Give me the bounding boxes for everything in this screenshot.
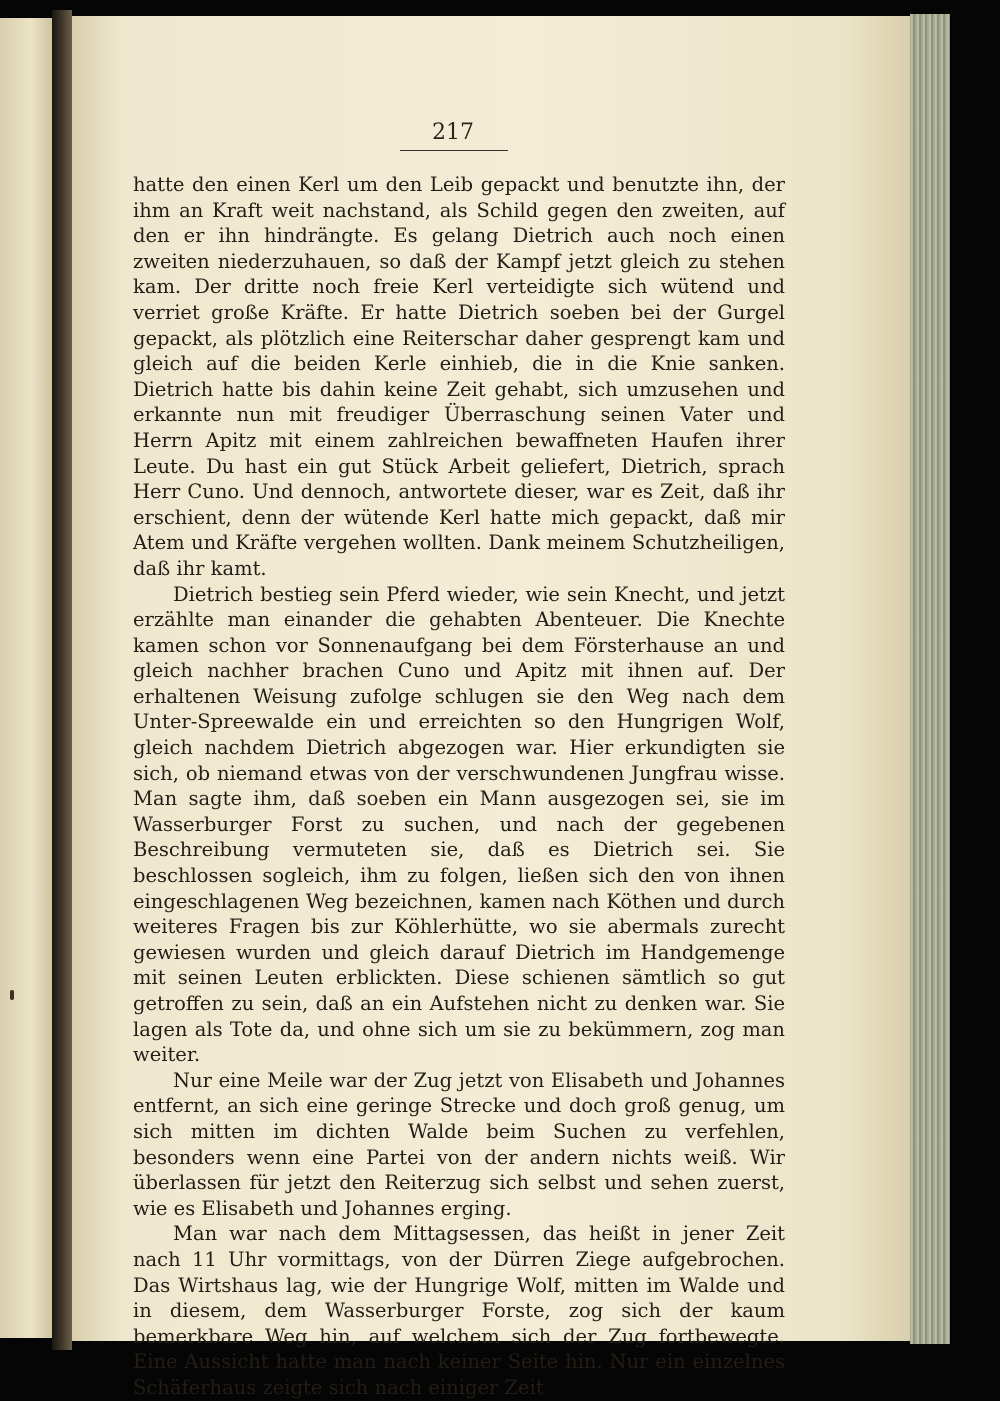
paragraph: Nur eine Meile war der Zug jetzt von Elisabeth und Johannes entfernt, an sich eine geringe Strecke und doch groß genug, um sich mitten im dichten Walde beim Suchen zu verfehlen, besonders wenn eine Partei von der andern nichts weiß. Wir überlassen für jetzt den Reiterzug sich selbst und sehen zuerst, wie es Elisabeth und Johannes erging. xyxy=(133,1068,785,1220)
header-rule xyxy=(400,150,508,151)
facing-page-edge xyxy=(0,18,52,1338)
paragraph: hatte den einen Kerl um den Leib gepackt und benutzte ihn, der ihm an Kraft weit nachstand, als Schild gegen den zweiten, auf den er ihn hindrängte. Es gelang Dietrich auch noch einen zweiten niederzuhauen, so daß der Kampf jetzt gleich zu stehen kam. Der dritte noch freie Kerl verteidigte sich wütend und verriet große Kräfte. Er hatte Dietrich soeben bei der Gurgel gepackt, als plötzlich eine Reiterschar daher gesprengt kam und gleich auf die beiden Kerle einhieb, die in die Knie sanken. Dietrich hatte bis dahin keine Zeit gehabt, sich umzusehen und erkannte nun mit freudiger Überraschung seinen Vater und Herrn Apitz mit einem zahlreichen bewaffneten Haufen ihrer Leute. Du hast ein gut Stück Arbeit geliefert, Dietrich, sprach Herr Cuno. Und dennoch, antwortete dieser, war es Zeit, daß ihr erschient, denn der wütende Kerl hatte mich gepackt, daß mir Atem und Kräfte vergehen wollten. Dank meinem Schutzheiligen, daß ihr kamt. xyxy=(133,173,785,580)
paragraph: Man war nach dem Mittagsessen, das heißt in jener Zeit nach 11 Uhr vormittags, von der Dürren Ziege aufgebrochen. Das Wirtshaus lag, wie der Hungrige Wolf, mitten im Walde und in diesem, dem Wasserburger Forste, zog sich der kaum bemerkbare Weg hin, auf welchem sich der Zug fortbewegte. Eine Aussicht hatte man nach keiner Seite hin. Nur ein einzelnes Schäferhaus zeigte sich nach einiger Zeit xyxy=(133,1222,785,1399)
page-stack-edges xyxy=(910,14,950,1344)
body-text xyxy=(133,172,785,1401)
margin-mark xyxy=(10,990,14,1000)
page-number: 217 xyxy=(432,120,474,145)
paragraph: Dietrich bestieg sein Pferd wieder, wie sein Knecht, und jetzt erzählte man einander die gehabten Abenteuer. Die Knechte kamen schon vor Sonnenaufgang bei dem Försterhause an und gleich nachher brachen Cuno und Apitz mit ihnen auf. Der erhaltenen Weisung zufolge schlugen sie den Weg nach dem Unter-Spreewalde ein und erreichten so den Hungrigen Wolf, gleich nachdem Dietrich abgezogen war. Hier erkundigten sie sich, ob niemand etwas von der verschwundenen Jungfrau wisse. Man sagte ihm, daß soeben ein Mann ausgezogen sei, sie im Wasserburger Forst zu suchen, und nach der gegebenen Beschreibung vermuteten sie, daß es Dietrich sei. Sie beschlossen sogleich, ihm zu folgen, ließen sich den von ihnen eingeschlagenen Weg bezeichnen, kamen nach Köthen und durch weiteres Fragen bis zur Köhlerhütte, wo sie abermals zurecht gewiesen wurden und gleich darauf Dietrich im Handgemenge mit seinen Leuten erblickten. Diese schienen sämtlich so gut getroffen zu sein, daß an ein Aufstehen nicht zu denken war. Sie lagen als Tote da, und ohne sich um sie zu bekümmern, zog man weiter. xyxy=(133,582,785,1067)
book-gutter xyxy=(52,10,72,1350)
